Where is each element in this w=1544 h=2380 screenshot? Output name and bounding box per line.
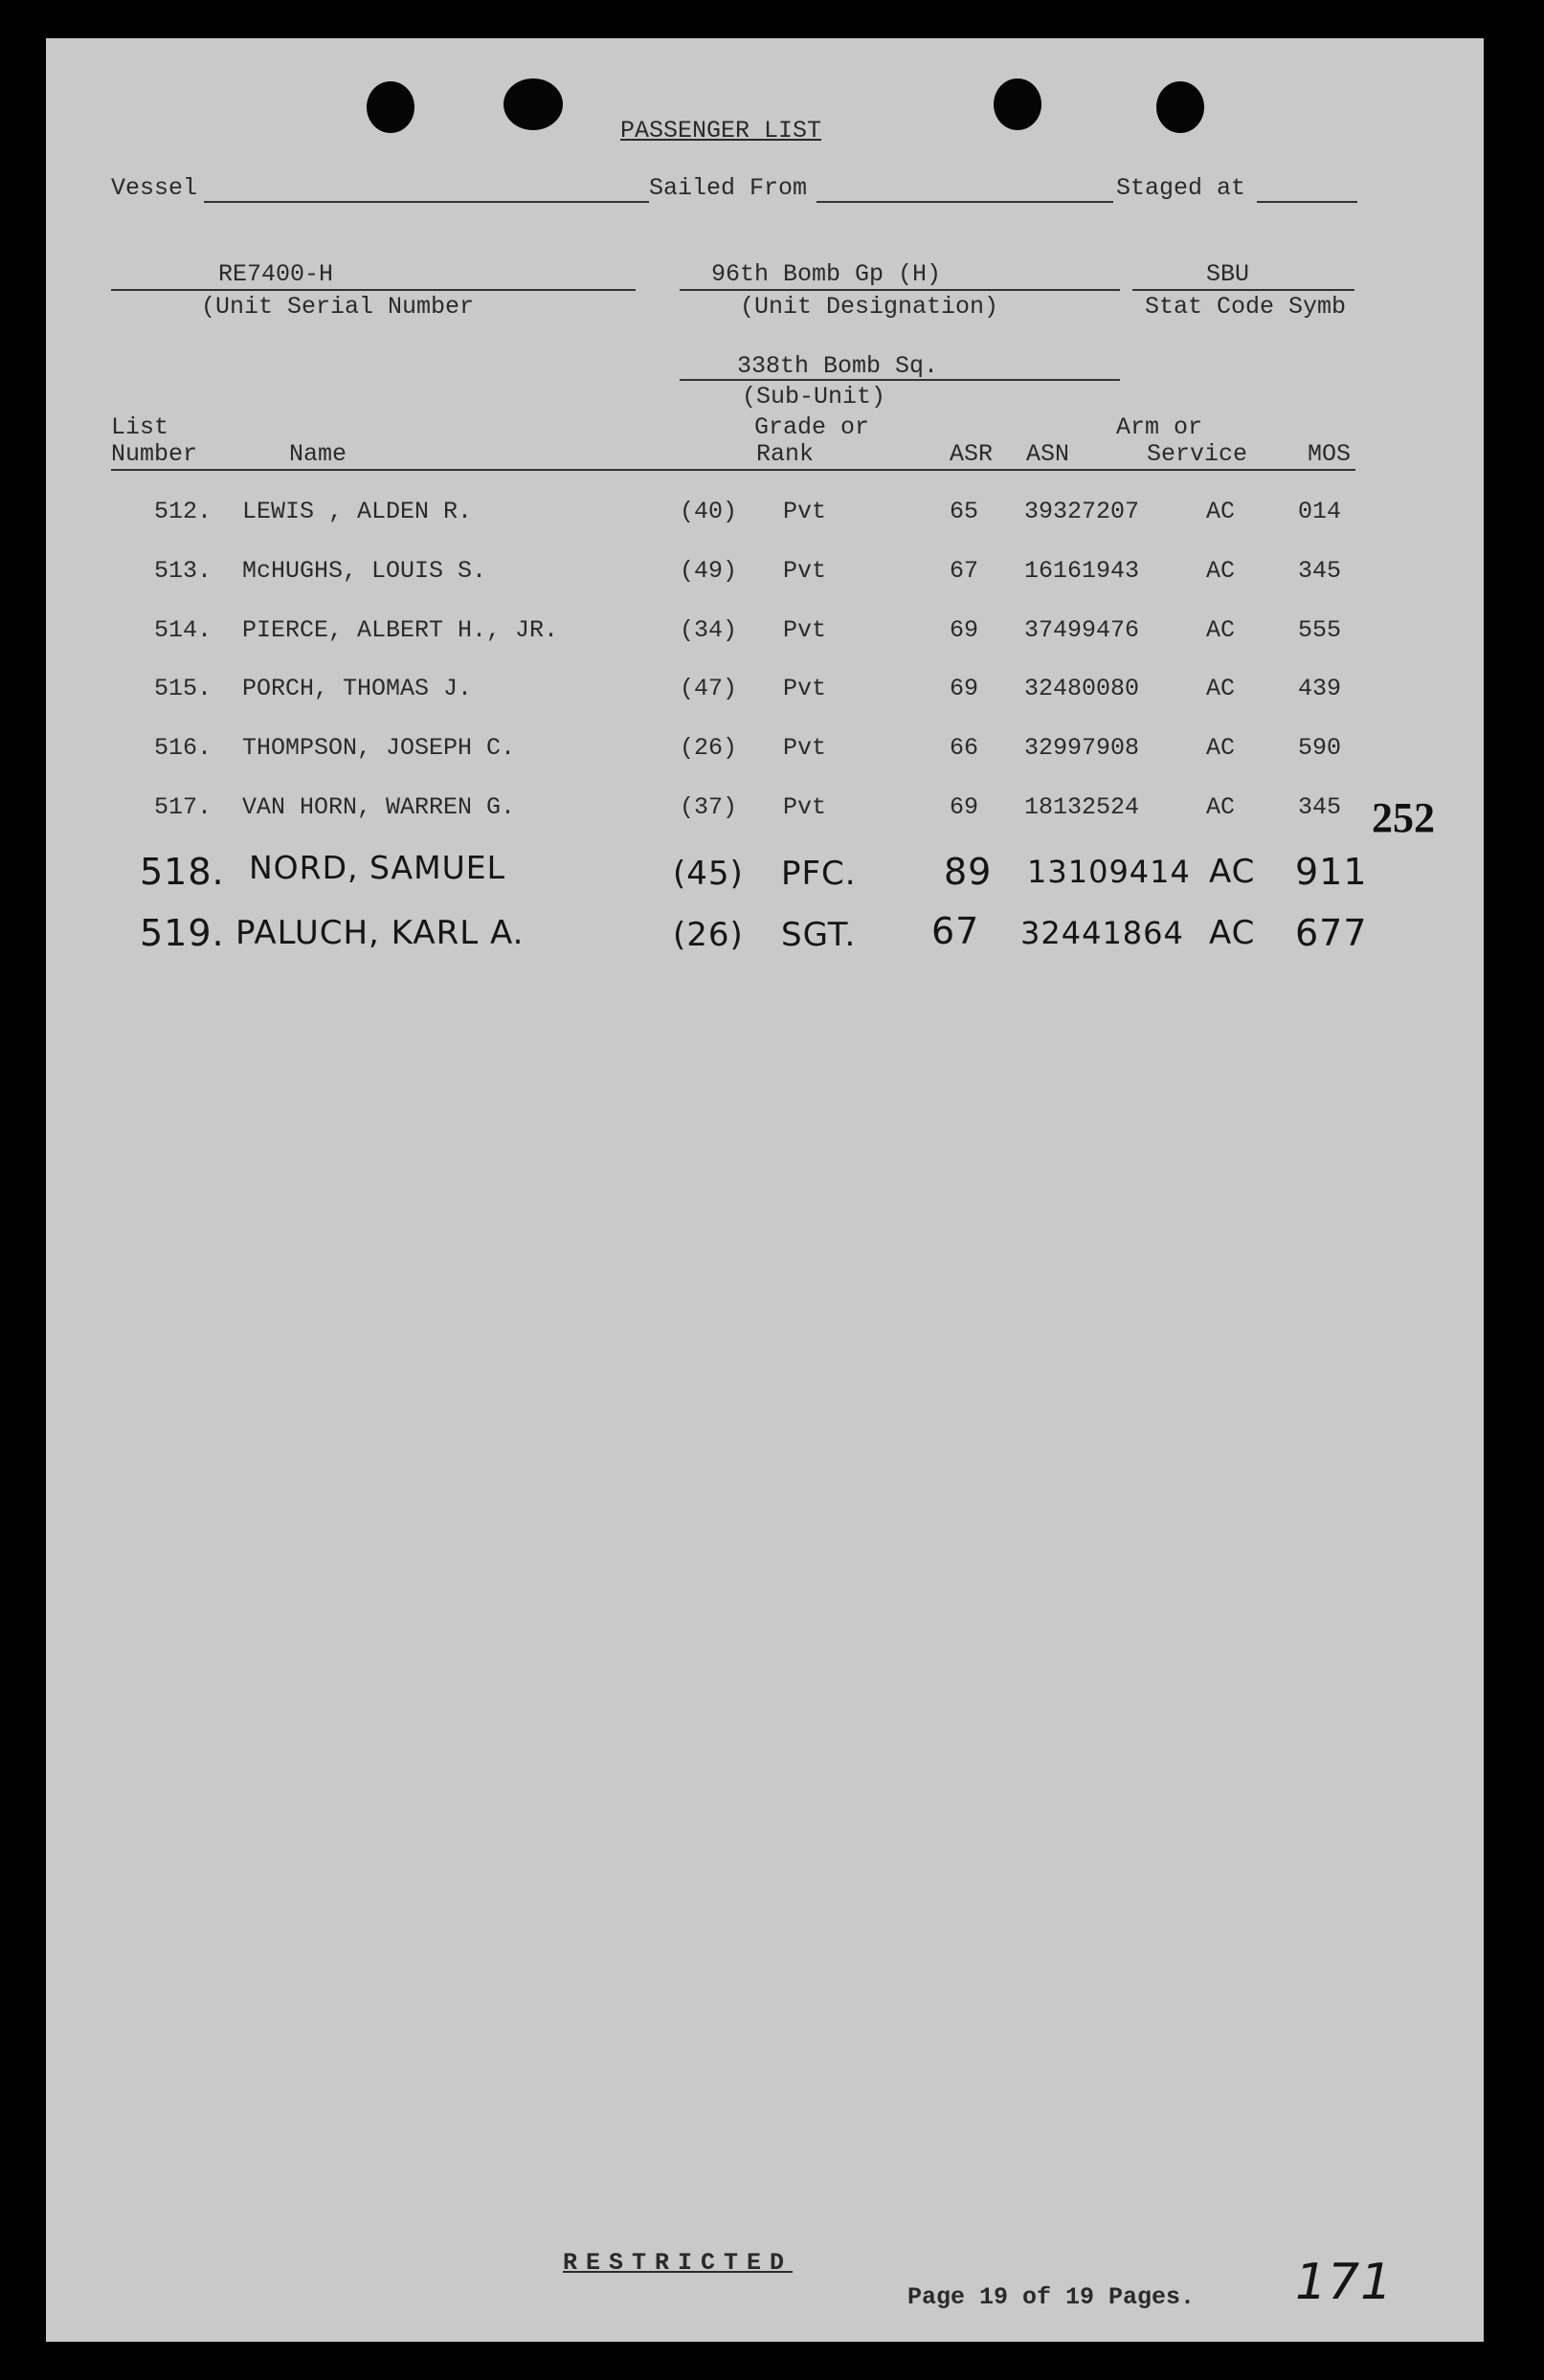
list-number: 519. <box>140 912 225 954</box>
asr: 69 <box>950 616 979 644</box>
vessel-label: Vessel <box>111 174 198 202</box>
asn: 39327207 <box>1024 498 1140 525</box>
asn: 37499476 <box>1024 616 1140 644</box>
passenger-name: THOMPSON, JOSEPH C. <box>242 734 516 762</box>
arm: AC <box>1206 498 1236 525</box>
restricted-label: RESTRICTED <box>563 2249 794 2277</box>
asn: 13109414 <box>1027 854 1191 890</box>
arm: AC <box>1209 853 1256 891</box>
rank: Pvt <box>783 675 827 702</box>
asr: 67 <box>950 557 979 585</box>
arm: AC <box>1209 914 1256 952</box>
passenger-name: PIERCE, ALBERT H., JR. <box>242 616 559 644</box>
page-count: Page 19 of 19 Pages. <box>907 2283 1196 2311</box>
subunit-caption: (Sub-Unit) <box>742 383 886 411</box>
passenger-name: PORCH, THOMAS J. <box>242 675 473 702</box>
col-asn: ASN <box>1026 440 1070 468</box>
asr: 65 <box>950 498 979 525</box>
unit-serial-value: RE7400-H <box>218 260 334 288</box>
mos: 345 <box>1298 793 1342 821</box>
vessel-blank <box>204 201 649 203</box>
passenger-name: VAN HORN, WARREN G. <box>242 793 516 821</box>
asn: 32441864 <box>1020 915 1184 951</box>
asr: 66 <box>950 734 979 762</box>
stat-code-line <box>1132 289 1354 291</box>
list-number: 517. <box>154 793 213 821</box>
asr: 69 <box>950 793 979 821</box>
age: (49) <box>680 557 738 585</box>
rank: Pvt <box>783 793 827 821</box>
rank: Pvt <box>783 616 827 644</box>
sailed-from-label: Sailed From <box>649 174 808 202</box>
asn: 32997908 <box>1024 734 1140 762</box>
punch-hole <box>503 78 563 130</box>
subunit-line <box>680 379 1120 381</box>
col-name: Name <box>289 440 347 468</box>
unit-designation-value: 96th Bomb Gp (H) <box>711 260 942 288</box>
col-arm-2: Service <box>1147 440 1248 468</box>
unit-designation-line <box>680 289 1120 291</box>
age: (37) <box>680 793 738 821</box>
list-number: 512. <box>154 498 213 525</box>
rank: PFC. <box>781 855 857 893</box>
stamp-number: 252 <box>1372 794 1435 841</box>
mos: 345 <box>1298 557 1342 585</box>
rank: Pvt <box>783 498 827 525</box>
arm: AC <box>1206 675 1236 702</box>
header-rule <box>111 469 1355 471</box>
list-number: 513. <box>154 557 213 585</box>
list-number: 518. <box>140 851 225 893</box>
stat-code-caption: Stat Code Symb <box>1145 293 1347 321</box>
mos: 911 <box>1295 851 1368 893</box>
asr: 69 <box>950 675 979 702</box>
age: (47) <box>680 675 738 702</box>
asr: 89 <box>944 851 993 893</box>
rank: Pvt <box>783 557 827 585</box>
asr: 67 <box>931 910 980 952</box>
page-title: PASSENGER LIST <box>620 117 822 145</box>
asn: 18132524 <box>1024 793 1140 821</box>
unit-serial-caption: (Unit Serial Number <box>201 293 475 321</box>
mos: 014 <box>1298 498 1342 525</box>
age: (26) <box>680 734 738 762</box>
rank: SGT. <box>781 916 857 954</box>
mos: 439 <box>1298 675 1342 702</box>
punch-hole <box>994 78 1041 130</box>
arm: AC <box>1206 793 1236 821</box>
age: (26) <box>673 916 744 954</box>
list-number: 514. <box>154 616 213 644</box>
punch-hole <box>367 81 414 133</box>
unit-designation-caption: (Unit Designation) <box>740 293 999 321</box>
staged-at-blank <box>1257 201 1357 203</box>
passenger-name: NORD, SAMUEL <box>249 849 505 886</box>
col-grade: Grade or <box>754 413 870 441</box>
col-mos: MOS <box>1308 440 1352 468</box>
age: (34) <box>680 616 738 644</box>
age: (45) <box>673 855 744 893</box>
col-list-number-2: Number <box>111 440 198 468</box>
arm: AC <box>1206 557 1236 585</box>
rank: Pvt <box>783 734 827 762</box>
handwritten-page-number: 171 <box>1295 2254 1394 2311</box>
stat-code-value: SBU <box>1206 260 1250 288</box>
list-number: 516. <box>154 734 213 762</box>
passenger-name: PALUCH, KARL A. <box>235 914 525 952</box>
passenger-name: McHUGHS, LOUIS S. <box>242 557 487 585</box>
list-number: 515. <box>154 675 213 702</box>
col-list-number: List <box>111 413 169 441</box>
punch-hole <box>1156 81 1204 133</box>
staged-at-label: Staged at <box>1116 174 1246 202</box>
unit-serial-line <box>111 289 636 291</box>
col-arm: Arm or <box>1116 413 1203 441</box>
arm: AC <box>1206 734 1236 762</box>
passenger-name: LEWIS , ALDEN R. <box>242 498 473 525</box>
arm: AC <box>1206 616 1236 644</box>
asn: 32480080 <box>1024 675 1140 702</box>
document-page <box>46 38 1484 2342</box>
asn: 16161943 <box>1024 557 1140 585</box>
subunit-value: 338th Bomb Sq. <box>737 352 939 380</box>
sailed-from-blank <box>817 201 1113 203</box>
mos: 677 <box>1295 912 1368 954</box>
col-grade-2: Rank <box>756 440 815 468</box>
age: (40) <box>680 498 738 525</box>
mos: 555 <box>1298 616 1342 644</box>
mos: 590 <box>1298 734 1342 762</box>
col-asr: ASR <box>950 440 994 468</box>
